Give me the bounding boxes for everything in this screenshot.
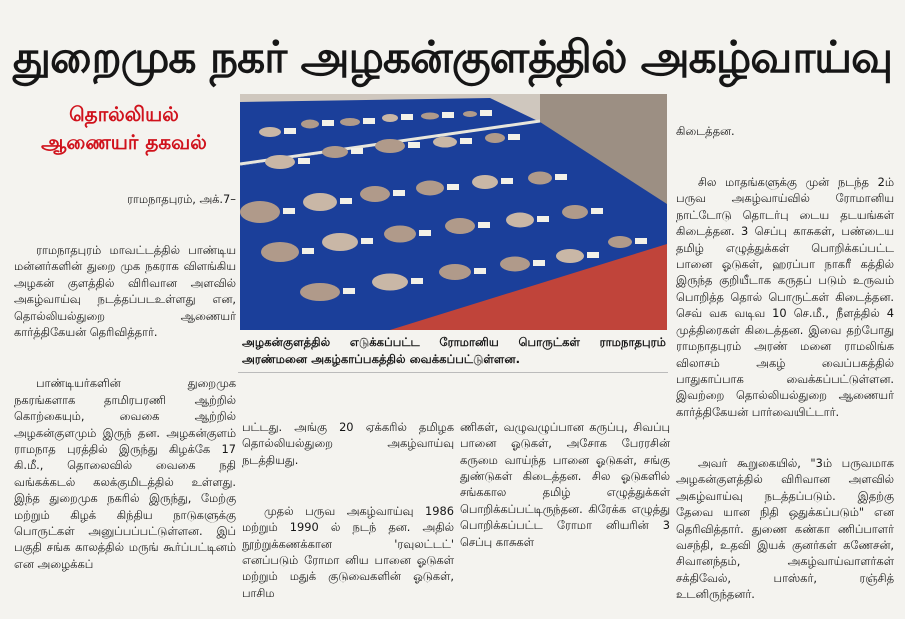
pottery-shard [433, 137, 457, 148]
artifact-label-card [322, 120, 334, 126]
artifact-label-card [284, 128, 296, 134]
article-paragraph: பட்டது. அங்கு 20 ஏக்கரில் தமிழக தொல்லியல்துறை அகழ்வாய்வு நடத்தியது. [242, 419, 458, 467]
pottery-shard [322, 146, 348, 158]
artifact-label-card [343, 288, 355, 294]
article-paragraph: கிடைத்தன. [676, 123, 735, 138]
column-1 [14, 158, 240, 571]
column-3 [460, 386, 674, 549]
pottery-shard [240, 201, 280, 223]
artifact-label-card [393, 190, 405, 196]
artifact-label-card [401, 114, 413, 120]
article-paragraph: அவர் கூறுகையில், "3ம் பருவமாக அழகன்குளத்தில் விரிவான அளவில் அகழ்வாய்வு நடத்தப்படும். இதற்கு தேவை யான நிதி ஒதுக்கப்படும்" என தெரிவித்தார். துணை கண்கா ணிப்பாளர் வசந்தி, உதவி இயக் குனர்கள் கணேசன், சிவானந்தம், அகழ்வாய்வாளர்கள் சக்திவேல், பாஸ்கர், ரஞ்சித் உடனிருந்தனர். [676, 455, 898, 602]
pottery-shard [500, 257, 530, 272]
artifact-label-card [478, 222, 490, 228]
article-paragraph: ராமநாதபுரம் மாவட்டத்தில் பாண்டிய மன்னர்களின் துறை முக நகராக விளங்கிய அழகன் குளத்தில் விரிவான அளவில் அகழ்வாய்வு நடத்தப்படஉள்ளது என, தொல்லியல்துறை ஆணையர் கார்த்திகேயன் தெரிவித்தார். [14, 243, 240, 340]
pottery-shard [439, 264, 471, 280]
artifact-label-card [555, 174, 567, 180]
photo-caption: அழகன்குளத்தில் எடுக்கப்பட்ட ரோமானிய பொருட்கள் ராமநாதபுரம் அரண்மனை அகழ்காப்பகத்தில் வைக்கப்பட்டுள்ளன. [242, 335, 671, 366]
artifact-label-card [361, 238, 373, 244]
artifact-label-card [283, 208, 295, 214]
pottery-shard [303, 193, 337, 211]
artifact-label-card [351, 148, 363, 154]
artifact-label-card [587, 252, 599, 258]
pottery-shard [261, 242, 299, 262]
pottery-shard [528, 172, 552, 185]
artifact-label-card [480, 110, 492, 116]
artifacts-photo [240, 94, 667, 330]
pottery-shard [416, 181, 444, 196]
pottery-shard [445, 218, 475, 234]
pottery-shard [562, 205, 588, 219]
pottery-shard [485, 133, 505, 143]
pottery-shard [556, 249, 584, 263]
artifact-label-card [460, 138, 472, 144]
dateline: ராமநாதபுரம், அக்.7– [127, 191, 236, 206]
headline: துறைமுக நகர் அழகன்குளத்தில் அகழ்வாய்வு [12, 32, 893, 83]
pottery-shard [259, 127, 281, 137]
artifact-label-card [408, 142, 420, 148]
pottery-shard [360, 186, 390, 202]
artifact-label-card [442, 112, 454, 118]
artifact-label-card [447, 184, 459, 190]
pottery-shard [384, 226, 416, 243]
artifact-label-card [474, 268, 486, 274]
pottery-shard [608, 236, 632, 248]
pottery-shard [300, 283, 340, 301]
caption-rule [238, 372, 668, 373]
pottery-shard [375, 139, 405, 153]
pottery-shard [265, 155, 295, 169]
pottery-shard [421, 113, 439, 120]
pottery-shard [382, 114, 398, 122]
pottery-shard [463, 111, 477, 117]
artifact-label-card [340, 198, 352, 204]
pottery-shard [506, 213, 534, 228]
artifact-label-card [411, 278, 423, 284]
subhead-line-1: தொல்லியல் [69, 102, 179, 126]
artifact-label-card [501, 178, 513, 184]
column-4 [676, 90, 898, 602]
subhead-line-2: ஆணையர் தகவல் [41, 130, 207, 154]
artifact-label-card [591, 208, 603, 214]
artifact-label-card [302, 248, 314, 254]
column-2 [242, 386, 458, 600]
artifact-label-card [363, 118, 375, 124]
artifact-label-card [508, 134, 520, 140]
article-paragraph: முதல் பருவ அகழ்வாய்வு 1986 மற்றும் 1990 ல் நடந் தன. அதில் நூற்றுக்கணக்கான 'ரவுலட்டட்' எனப்படும் ரோமா னிய பானை ஓடுகள் மற்றும் மதுக் குடுவைகளின் ஓடுகள், பாசிம [242, 503, 458, 600]
pottery-shard [372, 274, 408, 291]
artifact-label-card [537, 216, 549, 222]
pottery-shard [472, 175, 498, 189]
article-paragraph: சில மாதங்களுக்கு முன் நடந்த 2ம் பருவ அகழ்வாய்வில் ரோமானிய நாட்டோடு தொடர்பு டைய தடயங்கள் கிடைத்தன. 3 செப்பு காசுகள், பண்டைய தமிழ் எழுத்துக்கள் பொறிக்கப்பட்ட பானை ஓடுகள், ஹரப்பா நாகரீ கத்தில் இருந்த குறியீடாக கருதப் படும் உருவம் பொறித்த தொல் பொருட்கள் கிடைத்தன. செவ் வக வடிவ 10 செ.மீ., நீளத்தில் 4 முத்திரைகள் கிடைத்தன. இவை தற்போது ராமநாதபுரம் அரண் மனை ராமலிங்க விலாசம் அகழ் வைப்பகத்தில் பாதுகாப்பாக வைக்கப்பட்டுள்ளன. இவற்றை தொல்லியல்துறை ஆணையர் கார்த்திகேயன் பார்வையிட்டார். [676, 175, 898, 419]
subhead [14, 100, 234, 156]
article-paragraph: ணிகள், வழுவழுப்பான கருப்பு, சிவப்பு பானை ஓடுகள், அசோக பேரரசின் கருமை வாய்ந்த பானை ஓடுகள், சங்கு துண்டுகள் கிடைத்தன. சில ஓடுகளில் சங்ககால தமிழ் எழுத்துக்கள் பொறிக்கப்பட்டிருந்தன. கிரேக்க எழுத்து பொறிக்கப்பட்ட ரோமா னியரின் 3 செப்பு காசுகள் [460, 419, 674, 549]
pottery-shard [322, 233, 358, 251]
artifact-label-card [298, 158, 310, 164]
news-photo [240, 94, 667, 330]
artifact-label-card [533, 260, 545, 266]
pottery-shard [340, 118, 360, 126]
artifact-label-card [419, 230, 431, 236]
artifact-label-card [635, 238, 647, 244]
article-paragraph: பாண்டியர்களின் துறைமுக நகரங்களாக தாமிரபரணி ஆற்றில் கொற்கையும், வைகை ஆற்றில் அழகன்குளமும் இருந் தன. அழகன்குளம் ராமநாத புரத்தில் இருந்து கிழக்கே 17 கி.மீ., தொலைவில் வைகை நதி வங்கக்கடல் கலக்குமிடத்தில் உள்ளது. இந்த துறைமுக நகரில் இருந்து, மேற்கு மற்றும் கிழக் கிந்திய நாடுகளுக்கு பொருட்கள் அனுப்பப்பட்டுள்ளன. இப் பகுதி சங்க காலத்தில் மருங் கூர்ப்பட்டினம் என அழைக்கப் [14, 376, 240, 571]
pottery-shard [301, 120, 319, 129]
